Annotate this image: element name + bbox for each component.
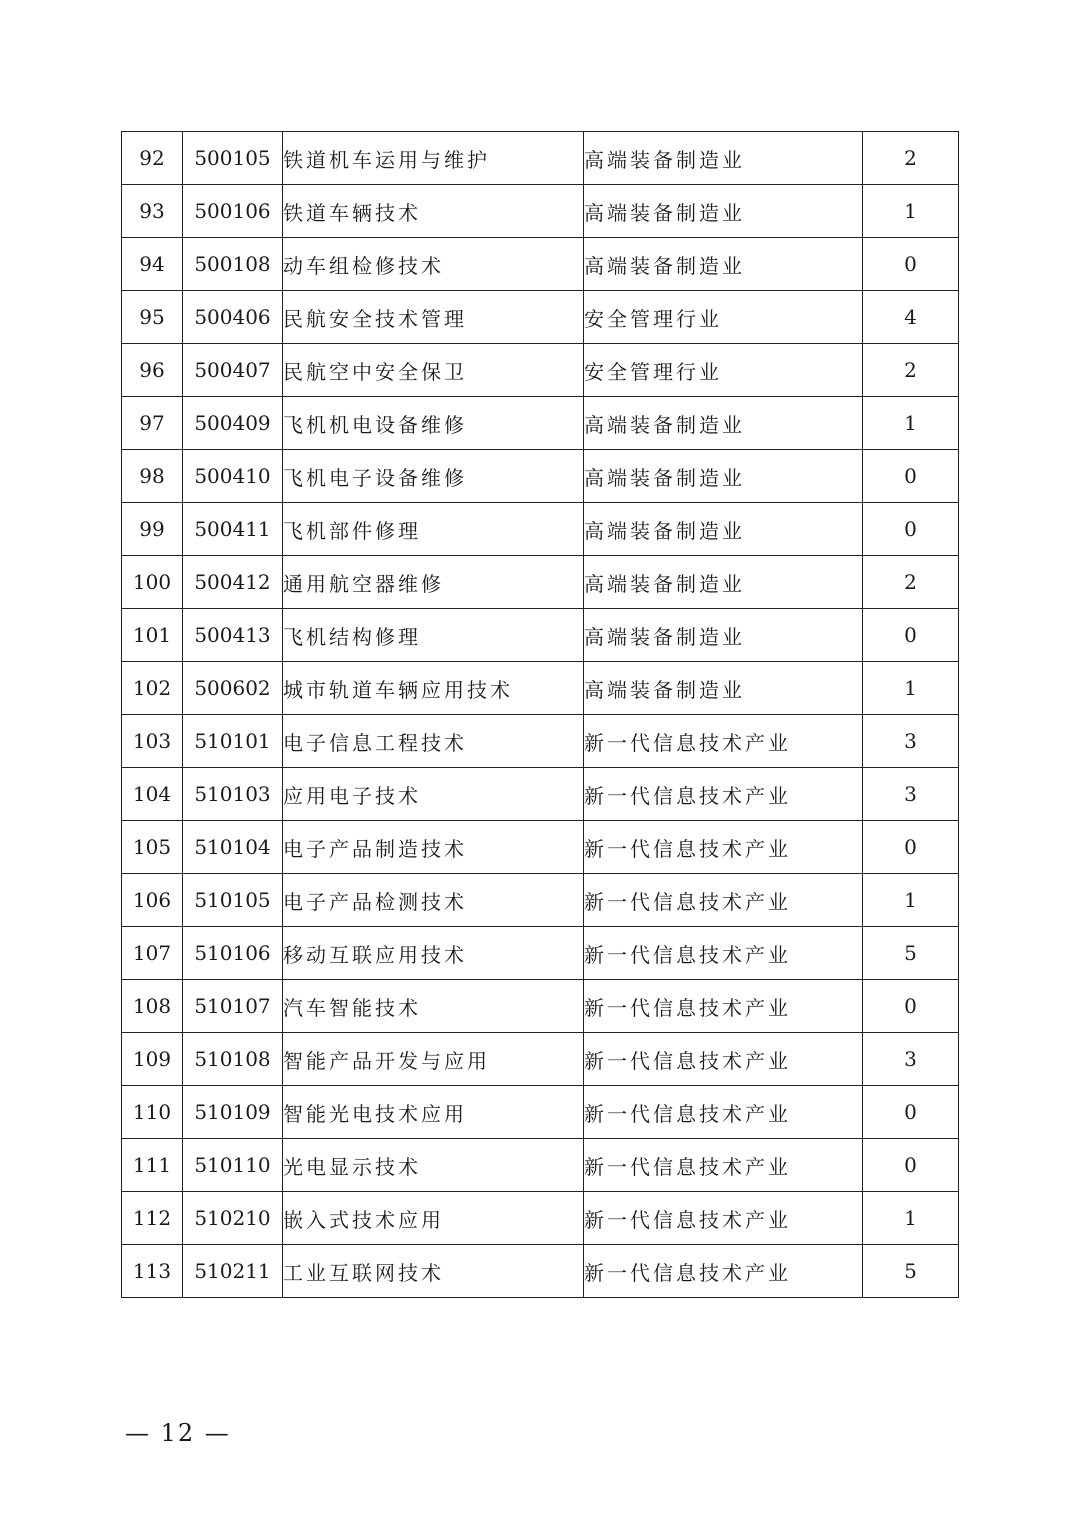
major-code-cell: 500410 xyxy=(183,450,283,503)
major-name-cell: 应用电子技术 xyxy=(283,768,584,821)
table-row xyxy=(122,662,959,715)
count-cell: 2 xyxy=(863,132,959,185)
row-number-cell: 95 xyxy=(122,291,183,344)
major-name-cell: 飞机电子设备维修 xyxy=(283,450,584,503)
major-name-cell: 移动互联应用技术 xyxy=(283,927,584,980)
row-number-cell: 104 xyxy=(122,768,183,821)
major-name-cell: 铁道车辆技术 xyxy=(283,185,584,238)
industry-cell: 新一代信息技术产业 xyxy=(584,927,863,980)
count-cell: 0 xyxy=(863,238,959,291)
major-name-cell: 电子产品检测技术 xyxy=(283,874,584,927)
industry-cell: 安全管理行业 xyxy=(584,291,863,344)
table-row xyxy=(122,238,959,291)
industry-cell: 高端装备制造业 xyxy=(584,238,863,291)
count-cell: 2 xyxy=(863,344,959,397)
table-row xyxy=(122,1033,959,1086)
count-cell: 3 xyxy=(863,1033,959,1086)
table-row xyxy=(122,874,959,927)
industry-cell: 高端装备制造业 xyxy=(584,556,863,609)
major-code-cell: 500411 xyxy=(183,503,283,556)
major-code-cell: 510104 xyxy=(183,821,283,874)
count-cell: 0 xyxy=(863,503,959,556)
count-cell: 4 xyxy=(863,291,959,344)
count-cell: 2 xyxy=(863,556,959,609)
table-row xyxy=(122,132,959,185)
row-number-cell: 106 xyxy=(122,874,183,927)
table-row xyxy=(122,556,959,609)
industry-cell: 新一代信息技术产业 xyxy=(584,1086,863,1139)
major-code-cell: 500412 xyxy=(183,556,283,609)
major-name-cell: 电子信息工程技术 xyxy=(283,715,584,768)
row-number-cell: 113 xyxy=(122,1245,183,1298)
major-name-cell: 嵌入式技术应用 xyxy=(283,1192,584,1245)
row-number-cell: 111 xyxy=(122,1139,183,1192)
industry-cell: 新一代信息技术产业 xyxy=(584,821,863,874)
table-row xyxy=(122,397,959,450)
major-name-cell: 动车组检修技术 xyxy=(283,238,584,291)
major-code-cell: 510108 xyxy=(183,1033,283,1086)
table-row xyxy=(122,1139,959,1192)
major-code-cell: 510101 xyxy=(183,715,283,768)
table-row xyxy=(122,927,959,980)
row-number-cell: 92 xyxy=(122,132,183,185)
industry-cell: 高端装备制造业 xyxy=(584,450,863,503)
industry-cell: 新一代信息技术产业 xyxy=(584,1245,863,1298)
major-name-cell: 城市轨道车辆应用技术 xyxy=(283,662,584,715)
major-code-cell: 500407 xyxy=(183,344,283,397)
major-name-cell: 民航安全技术管理 xyxy=(283,291,584,344)
table-row xyxy=(122,344,959,397)
industry-cell: 新一代信息技术产业 xyxy=(584,874,863,927)
industry-cell: 高端装备制造业 xyxy=(584,609,863,662)
count-cell: 1 xyxy=(863,397,959,450)
row-number-cell: 110 xyxy=(122,1086,183,1139)
row-number-cell: 112 xyxy=(122,1192,183,1245)
row-number-cell: 94 xyxy=(122,238,183,291)
major-code-cell: 500108 xyxy=(183,238,283,291)
row-number-cell: 102 xyxy=(122,662,183,715)
major-code-cell: 510105 xyxy=(183,874,283,927)
table-row xyxy=(122,1086,959,1139)
major-code-cell: 510103 xyxy=(183,768,283,821)
major-code-cell: 500406 xyxy=(183,291,283,344)
count-cell: 0 xyxy=(863,980,959,1033)
count-cell: 1 xyxy=(863,874,959,927)
industry-cell: 安全管理行业 xyxy=(584,344,863,397)
table-row xyxy=(122,1192,959,1245)
industry-cell: 新一代信息技术产业 xyxy=(584,715,863,768)
industry-cell: 高端装备制造业 xyxy=(584,662,863,715)
count-cell: 0 xyxy=(863,609,959,662)
major-name-cell: 汽车智能技术 xyxy=(283,980,584,1033)
major-name-cell: 电子产品制造技术 xyxy=(283,821,584,874)
count-cell: 1 xyxy=(863,1192,959,1245)
row-number-cell: 100 xyxy=(122,556,183,609)
row-number-cell: 108 xyxy=(122,980,183,1033)
industry-cell: 新一代信息技术产业 xyxy=(584,768,863,821)
count-cell: 5 xyxy=(863,1245,959,1298)
row-number-cell: 96 xyxy=(122,344,183,397)
table-row xyxy=(122,503,959,556)
count-cell: 3 xyxy=(863,768,959,821)
major-code-cell: 510110 xyxy=(183,1139,283,1192)
count-cell: 3 xyxy=(863,715,959,768)
major-code-cell: 500106 xyxy=(183,185,283,238)
row-number-cell: 98 xyxy=(122,450,183,503)
table-row xyxy=(122,185,959,238)
industry-cell: 新一代信息技术产业 xyxy=(584,1033,863,1086)
major-code-cell: 510106 xyxy=(183,927,283,980)
industry-cell: 高端装备制造业 xyxy=(584,503,863,556)
row-number-cell: 109 xyxy=(122,1033,183,1086)
major-code-cell: 510210 xyxy=(183,1192,283,1245)
row-number-cell: 93 xyxy=(122,185,183,238)
major-name-cell: 飞机机电设备维修 xyxy=(283,397,584,450)
major-name-cell: 飞机部件修理 xyxy=(283,503,584,556)
row-number-cell: 105 xyxy=(122,821,183,874)
major-code-cell: 510211 xyxy=(183,1245,283,1298)
major-code-cell: 500602 xyxy=(183,662,283,715)
major-name-cell: 智能光电技术应用 xyxy=(283,1086,584,1139)
major-code-cell: 510107 xyxy=(183,980,283,1033)
count-cell: 0 xyxy=(863,450,959,503)
majors-table-body xyxy=(122,132,959,1298)
industry-cell: 高端装备制造业 xyxy=(584,132,863,185)
table-row xyxy=(122,291,959,344)
major-code-cell: 510109 xyxy=(183,1086,283,1139)
major-name-cell: 铁道机车运用与维护 xyxy=(283,132,584,185)
industry-cell: 高端装备制造业 xyxy=(584,397,863,450)
major-name-cell: 民航空中安全保卫 xyxy=(283,344,584,397)
count-cell: 0 xyxy=(863,1086,959,1139)
table-row xyxy=(122,980,959,1033)
table-row xyxy=(122,450,959,503)
major-name-cell: 工业互联网技术 xyxy=(283,1245,584,1298)
major-name-cell: 智能产品开发与应用 xyxy=(283,1033,584,1086)
count-cell: 5 xyxy=(863,927,959,980)
major-code-cell: 500413 xyxy=(183,609,283,662)
table-row xyxy=(122,768,959,821)
major-code-cell: 500409 xyxy=(183,397,283,450)
row-number-cell: 99 xyxy=(122,503,183,556)
industry-cell: 新一代信息技术产业 xyxy=(584,1139,863,1192)
page-number: — 12 — xyxy=(125,1419,231,1447)
major-name-cell: 通用航空器维修 xyxy=(283,556,584,609)
major-name-cell: 光电显示技术 xyxy=(283,1139,584,1192)
major-code-cell: 500105 xyxy=(183,132,283,185)
table-row xyxy=(122,821,959,874)
table-row xyxy=(122,609,959,662)
industry-cell: 高端装备制造业 xyxy=(584,185,863,238)
count-cell: 0 xyxy=(863,1139,959,1192)
row-number-cell: 97 xyxy=(122,397,183,450)
count-cell: 1 xyxy=(863,185,959,238)
industry-cell: 新一代信息技术产业 xyxy=(584,980,863,1033)
major-name-cell: 飞机结构修理 xyxy=(283,609,584,662)
count-cell: 1 xyxy=(863,662,959,715)
industry-cell: 新一代信息技术产业 xyxy=(584,1192,863,1245)
table-row xyxy=(122,1245,959,1298)
row-number-cell: 107 xyxy=(122,927,183,980)
row-number-cell: 101 xyxy=(122,609,183,662)
count-cell: 0 xyxy=(863,821,959,874)
row-number-cell: 103 xyxy=(122,715,183,768)
majors-table xyxy=(121,131,959,1298)
table-row xyxy=(122,715,959,768)
